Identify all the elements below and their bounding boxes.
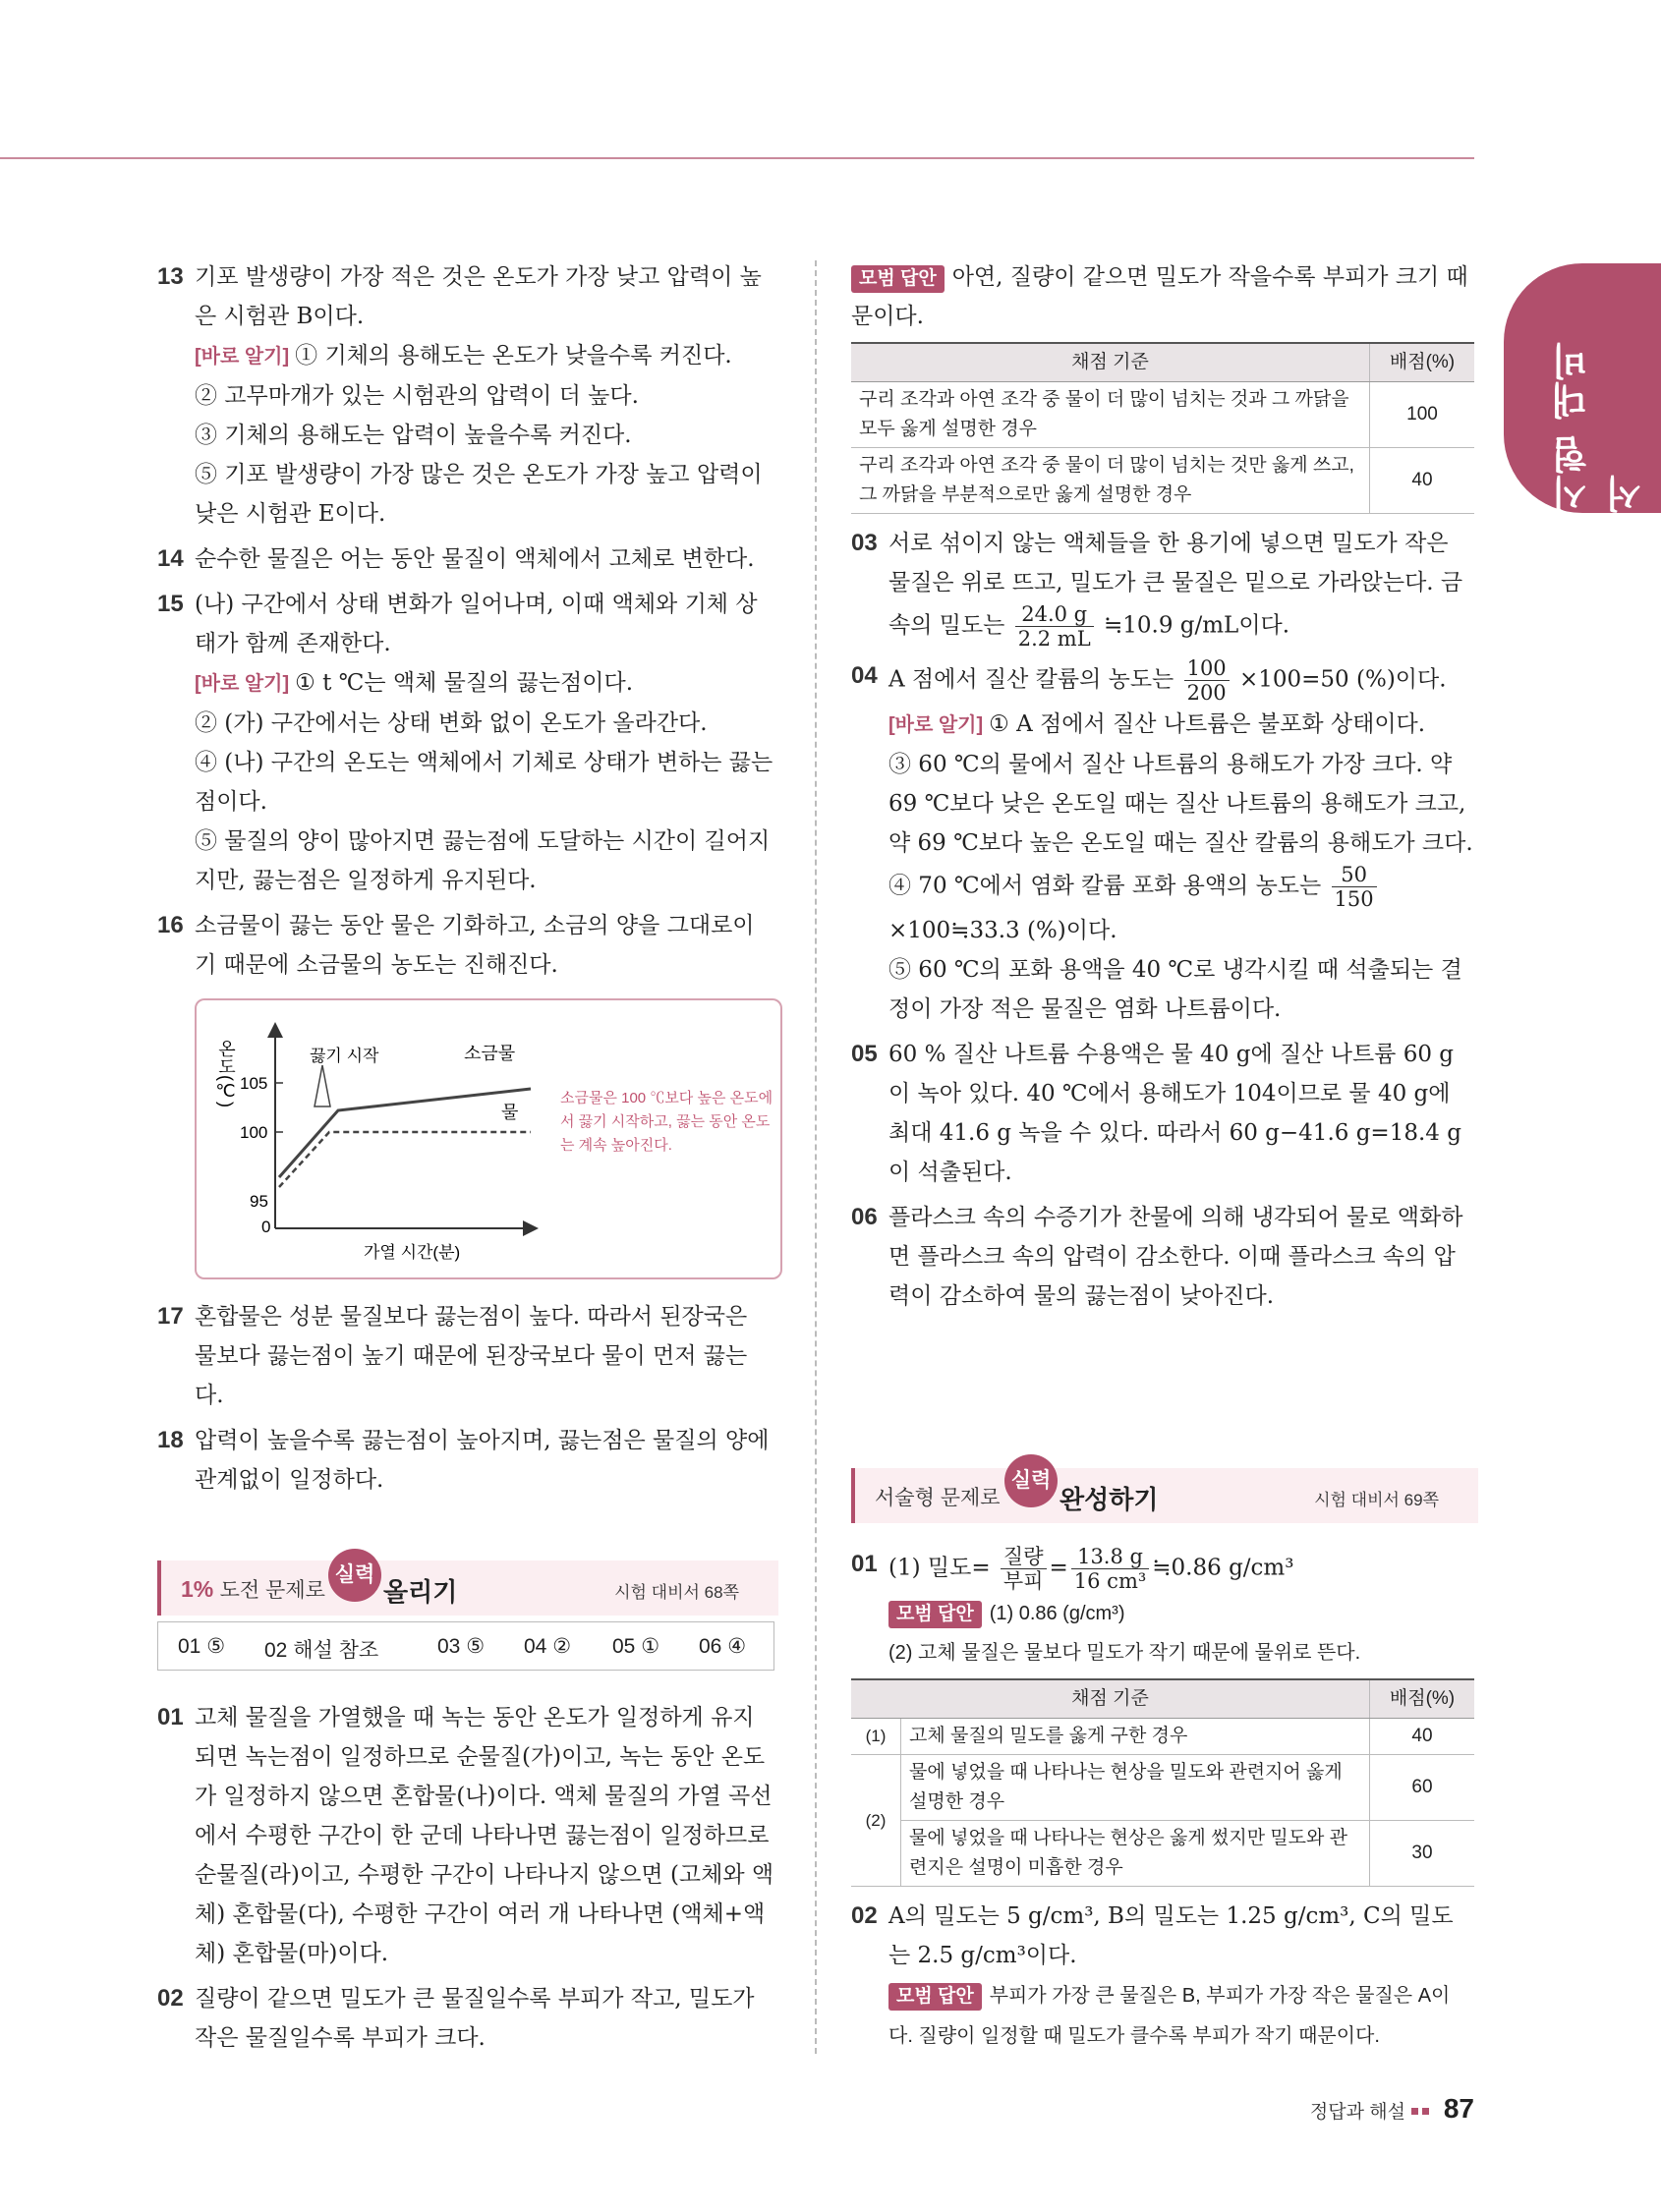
equals-sign: = [1049,1555,1068,1581]
item-text: A의 밀도는 5 g/cm³, B의 밀도는 1.25 g/cm³, C의 밀도는 2.5 g/cm³이다. [888,1903,1454,1968]
section-title-main: 완성하기 [1060,1485,1159,1514]
numerator: 50 [1332,863,1377,887]
fraction [1071,1545,1150,1593]
item-number: 18 [157,1427,184,1453]
item-text: ×100=50 (%)이다. [1238,666,1447,693]
numerator: 13.8 g [1071,1545,1150,1569]
item-text: 소금물이 끓는 동안 물은 기화하고, 소금의 양을 그대로이기 때문에 소금물의 농도는 진해진다. [195,913,755,978]
model-answer-text: (2) 고체 물질은 물보다 밀도가 작기 때문에 물위로 뜬다. [888,1642,1361,1664]
item-number: 16 [157,912,184,938]
item-number: 06 [851,1204,878,1230]
section-title-mid: 도전 문제로 [219,1579,325,1602]
item-text: 압력이 높을수록 끓는점이 높아지며, 끓는점은 물질의 양에 관계없이 일정하다. [195,1428,770,1493]
correction-line: ③ 기체의 용해도는 압력이 높을수록 커진다. [195,423,632,448]
challenge-answer-02 [157,1979,774,2058]
boiling-start-pointer [315,1065,330,1106]
correction-line: ⑤ 기포 발생량이 가장 많은 것은 온도가 가장 높고 압력이 낮은 시험관 E이다. [195,462,763,527]
page-footer [1310,2093,1474,2125]
section-side-tab [1504,263,1661,513]
item-text: 60 % 질산 나트륨 수용액은 물 40 g에 질산 나트륨 60 g이 녹아 있다. 40 ℃에서 용해도가 104이므로 물 40 g에 최대 41.6 g 녹을 수 있다. 따라서 60 g−41.6 g=18.4 g이 석출된다. [888,1042,1461,1185]
y-axis-label: 온도(℃) [216,1040,236,1107]
page-number: 87 [1443,2093,1474,2124]
table-cell: 구리 조각과 아연 조각 중 물이 더 많이 넘치는 것과 그 까닭을 모두 옳게 설명한 경우 [851,382,1370,448]
footer-marker [1411,2108,1418,2115]
correction-tag: [바로 알기] [195,673,290,695]
model-answer-text: 아연, 질량이 같으면 밀도가 작을수록 부피가 크기 때문이다. [851,264,1468,329]
table-cell: (1) [851,1719,901,1755]
item-text: ≒0.86 g/cm³ [1152,1555,1294,1581]
fraction [1015,602,1094,651]
numerator: 질량 [1001,1545,1047,1569]
item-text: 고체 물질을 가열했을 때 녹는 동안 온도가 일정하게 유지되면 녹는점이 일정하므로 순물질(가)이고, 녹는 동안 온도가 일정하지 않으면 혼합물(나)이다. 액체 물질의 가열 곡선에서 수평한 구간이 한 군데 나타나면 끓는점이 일정하므로 순물질(라)이고, 수평한 구간이 나타나지 않으면 (고체와 액체) 혼합물(다), 수평한 구간이 여러 개 나타나면 (액체+액체) 혼합물(마)이다. [195,1705,774,1966]
table-header: 배점(%) [1370,1679,1475,1719]
grading-table-1 [851,342,1474,514]
table-cell: 40 [1370,448,1475,514]
item-number: 02 [157,1985,184,2012]
correction-line: ×100≒33.3 (%)이다. [888,918,1117,943]
answer-key: 03 ⑤ [437,1635,486,1658]
correction-tag: [바로 알기] [195,346,290,368]
answer-key: 06 ④ [699,1635,747,1658]
right-column-lower [851,1545,1474,2062]
tick-label: 95 [250,1192,268,1211]
section-header [851,1468,1478,1523]
section-header [157,1560,778,1616]
water-label: 물 [501,1103,519,1122]
answer-14 [157,539,774,579]
correction-line: ③ 60 ℃의 물에서 질산 나트륨의 용해도가 가장 크다. 약 69 ℃보다 낮은 온도일 때는 질산 나트륨의 용해도가 크고, 약 69 ℃보다 높은 온도일 때는 질산 칼륨의 용해도가 크다. [888,752,1473,856]
table-cell: 고체 물질의 밀도를 옳게 구한 경우 [901,1719,1370,1755]
model-answer-text: 부피가 가장 큰 물질은 B, 부피가 가장 작은 물질은 A이다. 질량이 일정할 때 밀도가 클수록 부피가 작기 때문이다. [888,1985,1451,2047]
footer-label: 정답과 해설 [1309,2102,1405,2123]
correction-line: ① A 점에서 질산 나트륨은 불포화 상태이다. [989,711,1426,737]
reference-page: 시험 대비서 69쪽 [1314,1491,1439,1509]
answer-17 [157,1297,774,1415]
descriptive-answer-01 [851,1545,1474,1673]
tick-label: 0 [261,1218,271,1236]
denominator: 200 [1186,681,1227,705]
item-number: 02 [851,1902,878,1929]
item-number: 15 [157,591,184,617]
item-number: 17 [157,1303,184,1330]
water-curve [279,1132,531,1187]
saltwater-label: 소금물 [464,1044,516,1063]
skill-bubble: 실력 [1004,1454,1058,1507]
denominator: 2.2 mL [1017,627,1091,651]
table-cell: 물에 넣었을 때 나타나는 현상을 밀도와 관련지어 옳게 설명한 경우 [901,1755,1370,1821]
item-number: 03 [851,530,878,556]
item-number: 01 [851,1551,878,1577]
table-header: 배점(%) [1370,343,1475,382]
top-rule [0,157,1474,159]
answer-16 [157,906,774,985]
answer-key: 01 ⑤ [178,1635,226,1658]
correction-line: ① t ℃는 액체 물질의 끓는점이다. [295,670,634,696]
denominator: 150 [1334,887,1374,911]
numerator: 100 [1184,656,1230,681]
table-header: 채점 기준 [851,343,1370,382]
item-text: 순수한 물질은 어는 동안 물질이 액체에서 고체로 변한다. [195,546,755,572]
correction-tag: [바로 알기] [888,714,984,736]
skill-bubble: 실력 [328,1549,381,1602]
item-text: 질량이 같으면 밀도가 큰 물질일수록 부피가 작고, 밀도가 작은 물질일수록 부피가 크다. [195,1986,755,2051]
tick-label: 100 [240,1123,268,1142]
table-cell: 구리 조각과 아연 조각 중 물이 더 많이 넘치는 것만 옳게 쓰고, 그 까닭을 부분적으로만 옳게 설명한 경우 [851,448,1370,514]
correction-line: ④ (나) 구간의 온도는 액체에서 기체로 상태가 변하는 끓는점이다. [195,750,773,815]
column-divider [815,260,817,2054]
boiling-graph-box [195,998,782,1279]
item-text: (1) 밀도= [888,1555,991,1581]
reference-page: 시험 대비서 68쪽 [614,1583,739,1602]
answer-03 [851,524,1474,651]
table-header: 채점 기준 [851,1679,1370,1719]
answer-key-row [157,1621,774,1671]
table-cell: 물에 넣었을 때 나타나는 현상은 옳게 썼지만 밀도와 관련지은 설명이 미흡한 경우 [901,1821,1370,1887]
percent-label: 1% [181,1576,214,1602]
fraction [1001,1545,1047,1593]
answer-13 [157,257,774,534]
denominator: 부피 [1002,1569,1044,1593]
item-text: 혼합물은 성분 물질보다 끓는점이 높다. 따라서 된장국은 물보다 끓는점이 높기 때문에 된장국보다 물이 먼저 끓는다. [195,1304,748,1408]
table-cell: 60 [1370,1755,1475,1821]
left-column [157,257,774,1505]
answer-04 [851,656,1474,1029]
model-answer-tag: 모범 답안 [888,1983,982,2011]
footer-marker [1422,2108,1429,2115]
table-cell: 40 [1370,1719,1475,1755]
item-text: 기포 발생량이 가장 적은 것은 온도가 가장 낮고 압력이 높은 시험관 B이다. [195,264,762,329]
item-number: 14 [157,545,184,572]
challenge-section [157,1560,774,1678]
table-cell: 100 [1370,382,1475,448]
denominator: 16 cm³ [1073,1569,1147,1593]
item-text: (나) 구간에서 상태 변화가 일어나며, 이때 액체와 기체 상태가 함께 존재한다. [195,592,758,656]
fraction [1332,863,1377,911]
answer-06 [851,1198,1474,1316]
correction-line: ⑤ 60 ℃의 포화 용액을 40 ℃로 냉각시킬 때 석출되는 결정이 가장 적은 물질은 염화 나트륨이다. [888,957,1462,1022]
answer-18 [157,1421,774,1500]
answer-05 [851,1035,1474,1192]
correction-line: ② 고무마개가 있는 시험관의 압력이 더 높다. [195,383,639,409]
correction-line: ② (가) 구간에서는 상태 변화 없이 온도가 올라간다. [195,710,708,736]
descriptive-section [851,1468,1474,1527]
model-answer-02 [851,257,1474,336]
model-answer-tag: 모범 답안 [851,265,945,293]
answer-key: 05 ① [612,1635,660,1658]
descriptive-answer-02 [851,1897,1474,2056]
item-text: 서로 섞이지 않는 액체들을 한 용기에 넣으면 밀도가 작은 물질은 위로 뜨고, 밀도가 큰 물질은 밑으로 가라앉는다. 금속의 밀도는 [888,531,1463,639]
item-number: 13 [157,263,184,290]
boiling-start-label: 끓기 시작 [310,1047,379,1065]
item-text: ≒10.9 g/mL이다. [1103,612,1290,639]
item-number: 01 [157,1704,184,1730]
boiling-graph [206,1010,560,1266]
table-cell: (2) [851,1755,901,1887]
correction-line: ④ 70 ℃에서 염화 칼륨 포화 용액의 농도는 [888,873,1322,899]
fraction [1184,656,1230,705]
numerator: 24.0 g [1015,602,1094,627]
x-axis-label: 가열 시간(분) [364,1243,461,1262]
section-title-mid: 서술형 문제로 [875,1487,1001,1509]
challenge-answer-01 [157,1698,774,1973]
right-column [851,257,1474,1322]
section-title-main: 올리기 [383,1577,458,1607]
answer-key: 02 해설 참조 [264,1639,379,1662]
answer-key: 04 ② [524,1635,572,1658]
table-cell: 30 [1370,1821,1475,1887]
tick-label: 105 [240,1074,268,1093]
model-answer-text: (1) 0.86 (g/cm³) [989,1603,1125,1624]
correction-line: ① 기체의 용해도는 온도가 낮을수록 커진다. [295,343,732,369]
side-tab-label: 시험 대비서 [1550,340,1648,513]
graph-note: 소금물은 100 ℃보다 높은 온도에서 끓기 시작하고, 끓는 동안 온도는 계속 높아진다. [560,1090,773,1154]
section-title-prefix [181,1574,325,1604]
item-number: 05 [851,1041,878,1067]
item-text: A 점에서 질산 칼륨의 농도는 [888,666,1174,693]
answer-15 [157,585,774,900]
model-answer-tag: 모범 답안 [888,1601,982,1628]
correction-line: ⑤ 물질의 양이 많아지면 끓는점에 도달하는 시간이 길어지지만, 끓는점은 일정하게 유지된다. [195,828,771,893]
left-column-lower [157,1698,774,2064]
item-number: 04 [851,662,878,689]
item-text: 플라스크 속의 수증기가 찬물에 의해 냉각되어 물로 액화하면 플라스크 속의 압력이 감소한다. 이때 플라스크 속의 압력이 감소하여 물의 끓는점이 낮아진다. [888,1205,1463,1309]
grading-table-2 [851,1678,1474,1887]
